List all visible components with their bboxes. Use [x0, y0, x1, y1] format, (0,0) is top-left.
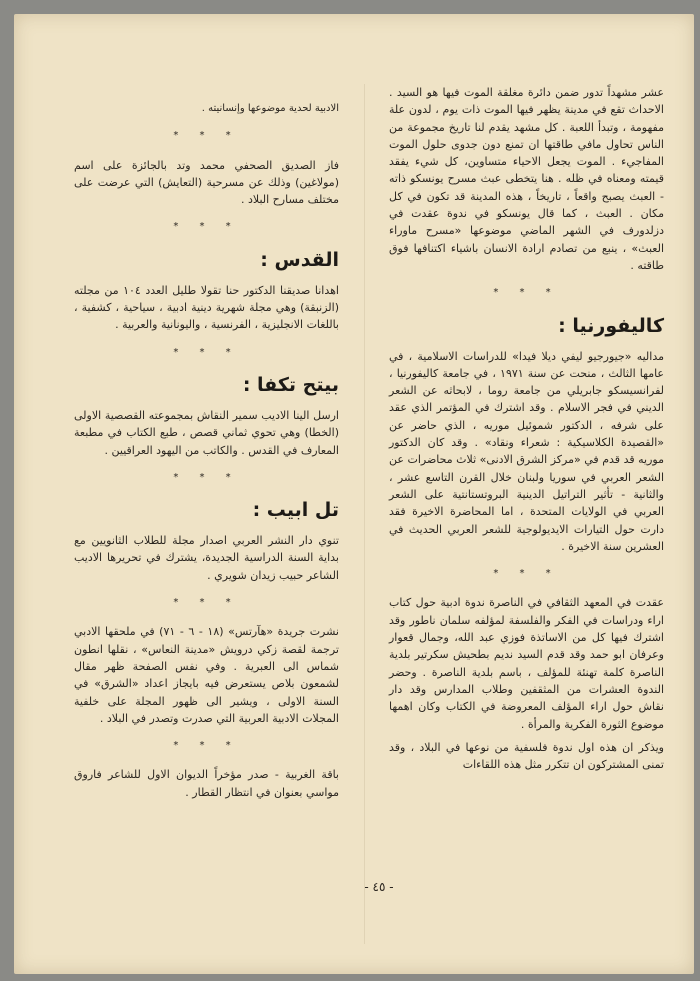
california-paragraph: مداليه «جيورجيو ليفي ديلا فيدا» للدراسات الاسلامية ، في عامها الثالث ، منحت عن سنة ١٩٧١ ، في جامعة كاليفورنيا ، لفرانسيسكو جابريلي من جامعة روما ، لابحاثه عن الشعر الديني في فجر الاسلام . وقد اشترك في المؤتمر الذي عقد على شرفه ، الدكتور شموئيل موريه ، الذي حاضر عن «القصيدة الكلاسيكية : شعراء ونقاد» . وقد كان الدكتور موريه قد قدم في «مركز الشرق الادنى» ثلاث محاضرات عن الشعر العربي في سوريا ولبنان خلال القرن التاسع عشر ، والثانية - تأثير التراتيل الدينية البروتستانتية على الشعر العربي في الولايات المتحدة ، اما المحاضرة الاخيرة فقد دارت حول التيارات الايديولوجية للشعر العربي الحديث في العشرين سنة الاخيرة .: [389, 349, 664, 553]
nazareth-paragraph: عقدت في المعهد الثقافي في الناصرة ندوة ادبية حول كتاب اراء ودراسات في الفكر والفلسفة لمؤلفه سلمان ناطور وقد اشترك فيها كل من الاساتذة فوزي عبد الله، وجمال قعوار وعرفان ابو حمد وقد قدم السيد نديم بطحيش سكرتير بلدية الناصرة كلمة تهنئة للمؤلف ، باسم بلدية الناصرة . وحضر الندوة العشرات من المثقفين وطلاب المدارس وقد دار نقاش حول اراء المؤلف المعروضة في الكتاب وكان اهمها موضوع الثورة الفكرية والمرأة .: [389, 596, 664, 731]
section-separator: * * *: [173, 597, 240, 609]
section-separator: * * *: [173, 740, 240, 752]
petah-tikva-paragraph: ارسل الينا الاديب سمير النقاش بمجموعته القصصية الاولى (الخطا) وهي تحوي ثماني قصص ، طبع الكتاب في مطبعة المعارف في القدس . والكاتب من اليهود العراقيين .: [74, 408, 339, 457]
section-separator: * * *: [493, 287, 560, 299]
continued-line: الادبية لحدية موضوعها وإنسانيته .: [201, 103, 339, 114]
jerusalem-heading: القدس :: [260, 248, 339, 271]
baqa-paragraph: باقة الغربية - صدر مؤخراً الديوان الاول للشاعر فاروق مواسي بعنوان في انتظار القطار .: [74, 768, 339, 799]
california-heading: كاليفورنيا :: [558, 314, 664, 337]
section-separator: * * *: [173, 346, 240, 358]
section-separator: * * *: [173, 471, 240, 483]
petah-tikva-heading: بيتح تكفا :: [242, 373, 339, 396]
magazine-page: [14, 14, 694, 974]
section-separator: * * *: [173, 130, 240, 142]
theater-paragraph: عشر مشهداً تدور ضمن دائرة مغلقة الموت فيها هو السيد . الاحداث تقع في مدينة يظهر فيها الموت ذات يوم ، لدون علة مفهومة ، وتبدأ اللعبة . كل مشهد يقدم لنا تاريخ مجموعة من الناس تحاول مافي طاقتها ان تمنع دون جدوى حلول الموت المفاجيء . الموت يجعل الاحياء متساوين، كل شيء يفقد قيمته ومعناه في ظله . هنا يتخطى عبث مسرح يونسكو ذاته - العبث يصبح واقعاً ، تاريخاً ، هذه المدينة قد تكون في كل مكان . العبث ، كما قال يونسكو في ندوة عقدت في دزلدورف في الشهر الماضي موضوعها «مسرح ماوراء العبث» ، ينبع من تصادم ارادة الانسان باشياء اكتنافها فوق طاقته .: [389, 86, 664, 272]
tel-aviv-paragraph: تنوي دار النشر العربي اصدار مجلة للطلاب الثانويين مع بداية السنة الدراسية الجديدة، يشترك في تحريرها الاديب الشاعر حبيب زيدان شويري .: [74, 534, 339, 582]
section-separator: * * *: [493, 568, 560, 580]
section-separator: * * *: [173, 221, 240, 233]
right-column: [389, 84, 664, 779]
haaretz-paragraph: نشرت جريدة «هآرتس» (١٨ - ٦ - ٧١) في ملحقها الادبي ترجمة لقصة زكي درويش «مدينة النعاس» ، نقلها انطون شماس الى العبرية . وفي نفس الصفحة ظهر مقال لشمعون بلاص يستعرض فيه بايجاز اعداد «الشرق» في السنة الاولى ، ويشير الى ظهور المجلة على خلفية المجلات الادبية العربية التي صدرت وتصدر في البلاد .: [74, 625, 339, 725]
page-number: - ٤٥ -: [364, 880, 394, 894]
jerusalem-paragraph: اهدانا صديقنا الدكتور حنا تقولا طليل العدد ١٠٤ من مجلته (الزنبقة) وهي مجلة شهرية دينية ادبية ، سياحية ، كشفية ، باللغات الانجليزية ، الفرنسية ، واليونانية والعربية .: [74, 283, 339, 332]
prize-paragraph: فاز الصديق الصحفي محمد وتد بالجائزة على اسم (مولاغين) وذلك عن مسرحية (التعايش) التي عرضت على مختلف مسارح البلاد .: [74, 158, 339, 207]
nazareth-paragraph-2: ويذكر ان هذه اول ندوة فلسفية من نوعها في البلاد ، وقد تمنى المشتركون ان تتكرر مثل هذه اللقاءات: [389, 740, 664, 772]
column-divider: [364, 84, 365, 944]
tel-aviv-heading: تل ابيب :: [252, 499, 339, 522]
left-column: [74, 100, 339, 807]
